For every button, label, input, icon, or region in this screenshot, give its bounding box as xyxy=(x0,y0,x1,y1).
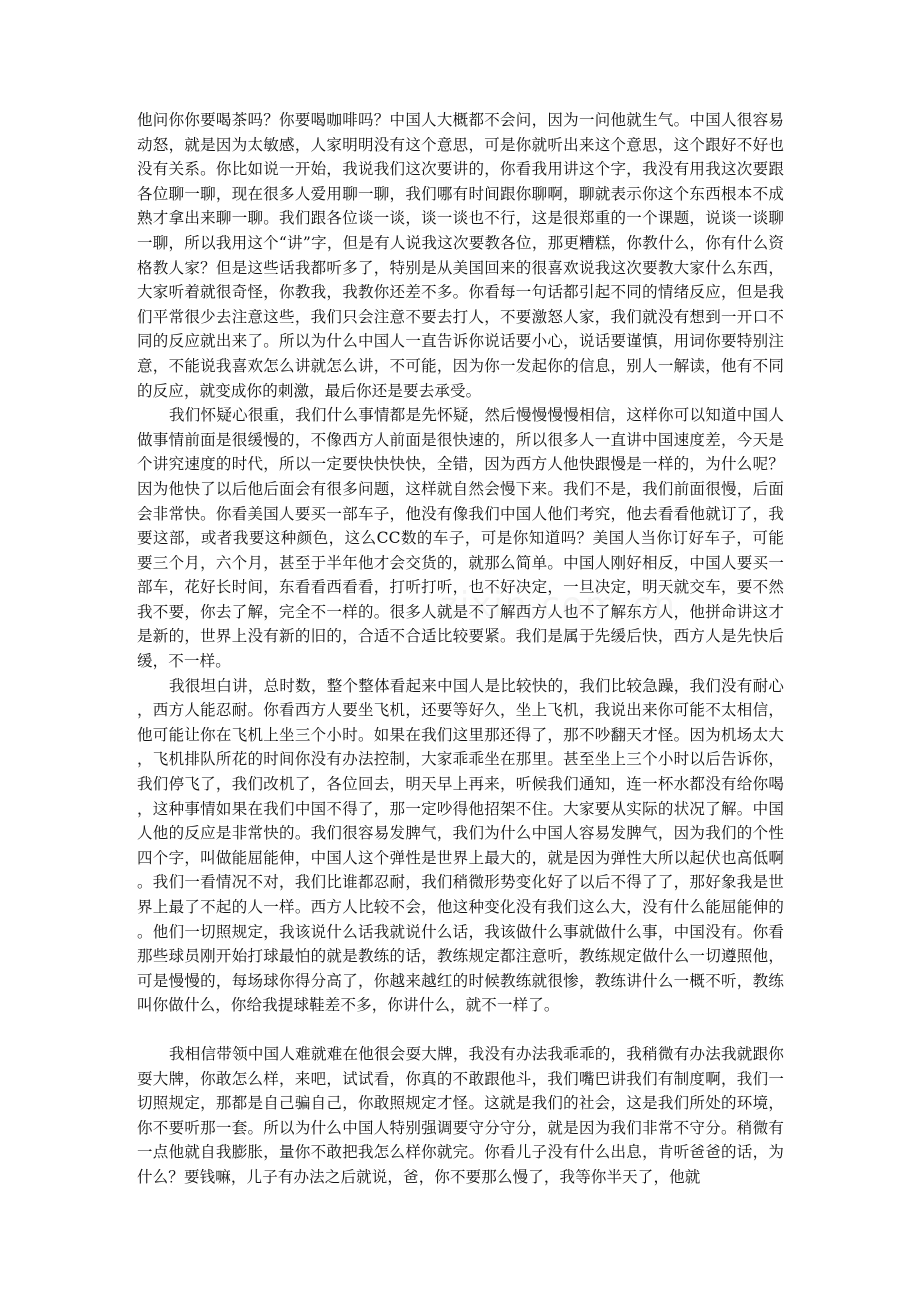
paragraph-3: 我很坦白讲，总时数，整个整体看起来中国人是比较快的，我们比较急躁，我们没有耐心，西方人能忍耐。你看西方人要坐飞机，还要等好久，坐上飞机，我说出来你可能不太相信，他可能让你在飞机上坐三个小时。如果在我们这里那还得了，那不吵翻天才怪。因为机场太大，飞机排队所花的时间你没有办法控制，大家乖乖坐在那里。甚至坐上三个小时以后告诉你，我们停飞了，我们改机了，各位回去，明天早上再来，听候我们通知，连一杯水都没有给你喝，这种事情如果在我们中国不得了，那一定吵得他招架不住。大家要从实际的状况了解。中国人他的反应是非常快的。我们很容易发脾气，我们为什么中国人容易发脾气，因为我们的个性四个字，叫做能屈能伸，中国人这个弹性是世界上最大的，就是因为弹性大所以起伏也高低啊。我们一看情况不对，我们比谁都忍耐，我们稍微形势变化好了以后不得了了，那好象我是世界上最了不起的人一样。西方人比较不会，他这种变化没有我们这么大，没有什么能屈能伸的。他们一切照规定，我该说什么话我就说什么话，我该做什么事就做什么事，中国没有。你看那些球员刚开始打球最怕的就是教练的话，教练规定都注意听，教练规定做什么一切遵照他，可是慢慢的，每场球你得分高了，你越来越红的时候教练就很惨，教练讲什么一概不听，教练叫你做什么，你给我提球鞋差不多，你讲什么，就不一样了。 xyxy=(137,676,784,1015)
paragraph-4: 我相信带领中国人难就难在他很会耍大牌，我没有办法我乖乖的，我稍微有办法我就跟你耍大牌，你敢怎么样，来吧，试试看，你真的不敢跟他斗，我们嘴巴讲我们有制度啊，我们一切照规定，那都是自己骗自己，你敢照规定才怪。这就是我们的社会，这是我们所处的环境，你不要听那一套。所以为什么中国人特别强调要守分守分，就是因为我们非常不守分。稍微有一点他就自我膨胀，量你不敢把我怎么样你就完。你看儿子没有什么出息，肯听爸爸的话，为什么？要钱嘛，儿子有办法之后就说，爸，你不要那么慢了，我等你半天了，他就 xyxy=(137,1044,784,1186)
paragraph-2: 我们怀疑心很重，我们什么事情都是先怀疑，然后慢慢慢慢相信，这样你可以知道中国人做事情前面是很缓慢的，不像西方人前面是很快速的，所以很多人一直讲中国速度差，今天是个讲究速度的时代，所以一定要快快快快，全错，因为西方人他快跟慢是一样的，为什么呢？因为他快了以后他后面会有很多问题，这样就自然会慢下来。我们不是，我们前面很慢，后面会非常快。你看美国人要买一部车子，他没有像我们中国人他们考究，他去看看他就订了，我要这部，或者我要这种颜色，这么CC数的车子，可是你知道吗？美国人当你订好车子，可能要三个月，六个月，甚至于半年他才会交货的，就那么简单。中国人刚好相反，中国人要买一部车，花好长时间，东看看西看看，打听打听，也不好决定，一旦决定，明天就交车，要不然我不要，你去了解，完全不一样的。很多人就是不了解西方人也不了解东方人，他拼命讲这才是新的，世界上没有新的旧的，合适不合适比较要紧。我们是属于先缓后快，西方人是先快后缓，不一样。 xyxy=(137,406,784,671)
paragraph-1: 他问你你要喝茶吗？你要喝咖啡吗？中国人大概都不会问，因为一问他就生气。中国人很容易动怒，就是因为太敏感，人家明明没有这个意思，可是你就听出来这个意思，这个跟好不好也没有关系。你比如说一开始，我说我们这次要讲的，你看我用讲这个字，我没有用我这次要跟各位聊一聊，现在很多人爱用聊一聊，我们哪有时间跟你聊啊，聊就表示你这个东西根本不成熟才拿出来聊一聊。我们跟各位谈一谈，谈一谈也不行，这是很郑重的一个课题，说谈一谈聊一聊，所以我用这个“讲”字，但是有人说我这次要教各位，那更糟糕，你教什么，你有什么资格教人家？但是这些话我都听多了，特别是从美国回来的很喜欢说我这次要教大家什么东西，大家听着就很奇怪，你教我，我教你还差不多。你看每一句话都引起不同的情绪反应，但是我们平常很少去注意这些，我们只会注意不要去打人，不要激怒人家，我们就没有想到一开口不同的反应就出来了。所以为什么中国人一直告诉你说话要小心，说话要谨慎，用词你要特别注意，不能说我喜欢怎么讲就怎么讲，不可能，因为你一发起你的信息，别人一解读，他有不同的反应，就变成你的刺激，最后你还是要去承受。 xyxy=(137,111,784,400)
document-body xyxy=(137,108,784,1190)
